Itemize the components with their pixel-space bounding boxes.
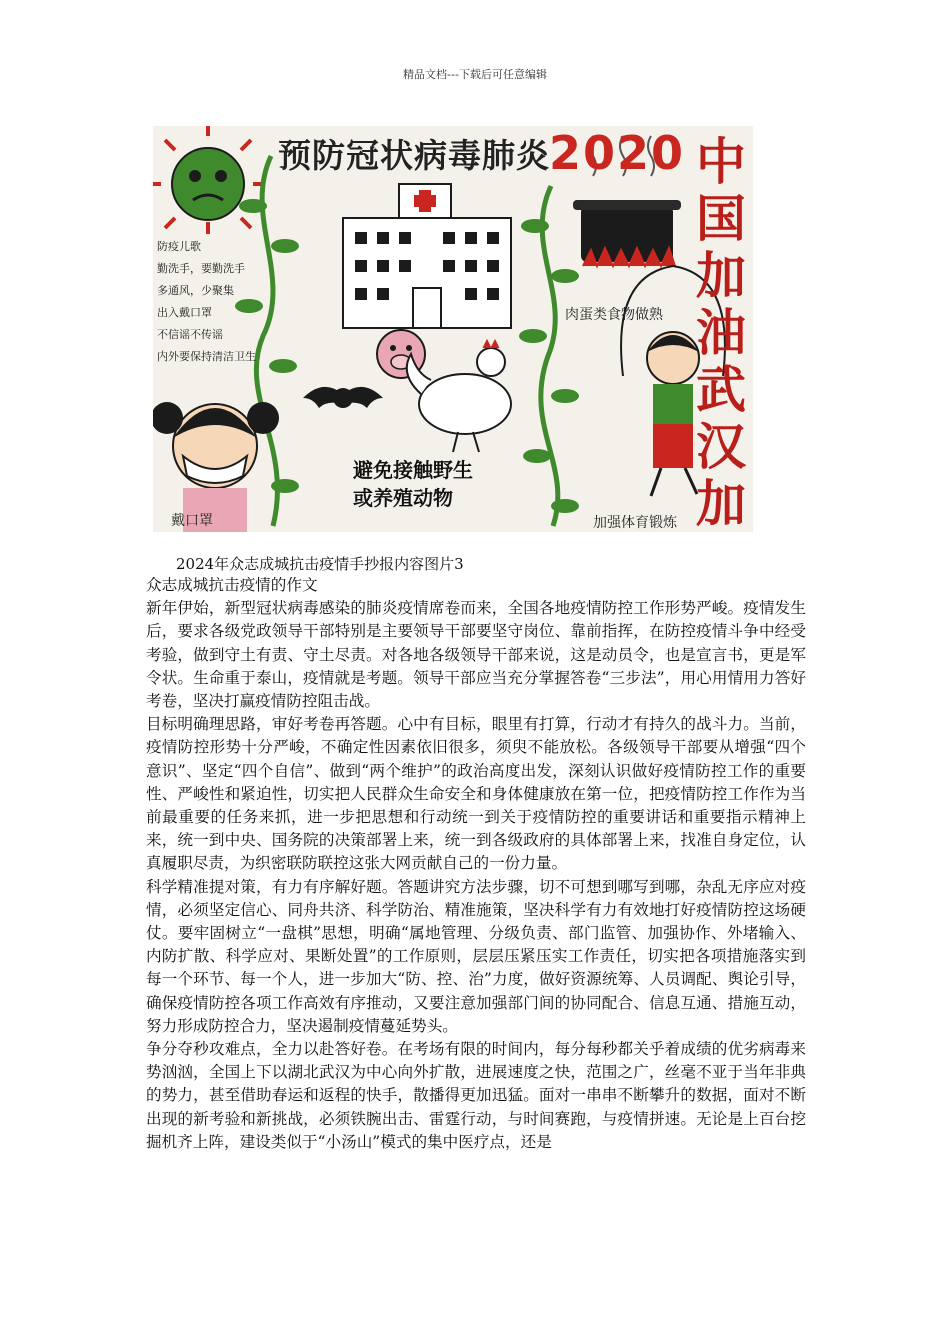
- essay-paragraph: 争分夺秒攻难点，全力以赴答好卷。在考场有限的时间内，每分每秒都关乎着成绩的优劣病毒来势汹汹，全国上下以湖北武汉为中心向外扩散，进展速度之快，范围之广，丝毫不亚于当年非典的势力，甚至借助春运和返程的快手，散播得更加迅猛。面对一串串不断攀升的数据，面对不断出现的新考验和新挑战，必须铁腕出击、雷霆行动，与时间赛跑，与疫情拼速。无论是上百台挖掘机齐上阵，建设类似于“小汤山”模式的集中医疗点，还是: [146, 1040, 806, 1151]
- animal-label-line: 避免接触野生: [353, 458, 473, 482]
- bat-icon: [303, 387, 383, 408]
- poster-animal-label: [353, 456, 473, 512]
- page-header: 精品文档---下载后可任意编辑: [403, 68, 547, 81]
- essay-paragraph: 新年伊始，新型冠状病毒感染的肺炎疫情席卷而来，全国各地疫情防控工作形势严峻。疫情发生后，要求各级党政领导干部特别是主要领导干部要坚守岗位、靠前指挥，在防控疫情斗争中经受考验，做到守土有责、守土尽责。对各地各级领导干部来说，这是动员令，也是宣言书，更是军令状。生命重于泰山，疫情就是考题。领导干部应当充分掌握答卷“三步法”，用心用情用力答好考卷，坚决打赢疫情防控阻击战。: [146, 599, 806, 711]
- poster-title: 预防冠状病毒肺炎: [278, 136, 550, 175]
- rhyme-line: 多通风，少聚集: [157, 284, 234, 297]
- hospital-icon: [343, 184, 511, 328]
- poster-food-label: 肉蛋类食物做熟: [565, 307, 663, 323]
- rhyme-line: 出入戴口罩: [157, 306, 212, 319]
- slogan-char: 武: [696, 361, 746, 419]
- slogan-char: 国: [696, 190, 746, 248]
- slogan-char: 中: [696, 133, 746, 191]
- essay-title: 众志成城抗击疫情的作文: [146, 576, 318, 594]
- slogan-char: 加: [696, 475, 746, 532]
- rhyme-line: 不信谣不传谣: [157, 328, 223, 341]
- essay-paragraph: 科学精准提对策，有力有序解好题。答题讲究方法步骤，切不可想到哪写到哪，杂乱无序应对疫情，必须坚定信心、同舟共济、科学防治、精准施策，坚决科学有力有效地打好疫情防控这场硬仗。要牢固树立“一盘棋”思想，明确“属地管理、分级负责、部门监管、加强协作、外堵输入、内防扩散、科学应对、果断处置”的工作原则，层层压紧压实工作责任，切实把各项措施落实到每一个环节、每一个人，进一步加大“防、控、治”力度，做好资源统筹、人员调配、舆论引导，确保疫情防控各项工作高效有序推动，又要注意加强部门间的协同配合、信息互通、措施互动，努力形成防控合力，坚决遏制疫情蔓延势头。: [146, 877, 806, 1035]
- essay-paragraph: 目标明确理思路，审好考卷再答题。心中有目标，眼里有打算，行动才有持久的战斗力。当前，疫情防控形势十分严峻，不确定性因素依旧很多，须臾不能放松。各级领导干部要从增强“四个意识”、坚定“四个自信”、做到“两个维护”的政治高度出发，深刻认识做好疫情防控工作的重要性、严峻性和紧迫性，切实把人民群众生命安全和身体健康放在第一位，把疫情防控工作作为当前最重要的任务来抓，进一步把思想和行动统一到关于疫情防控的重要讲话和重要指示精神上来，统一到中央、国务院的决策部署上来，统一到各级政府的具体部署上来，找准自身定位，认真履职尽责，为织密联防联控这张大网贡献自己的一份力量。: [146, 715, 806, 873]
- poster-image: [153, 126, 753, 532]
- essay-body: [146, 574, 806, 1154]
- poster-rhyme-list: [153, 236, 273, 368]
- slogan-char: 汉: [696, 418, 746, 476]
- rhyme-line: 勤洗手，要勤洗手: [157, 262, 245, 275]
- poster-mask-label: 戴口罩: [171, 513, 213, 529]
- rhyme-line: 防疫儿歌: [157, 240, 201, 253]
- image-caption: 2024年众志成城抗击疫情手抄报内容图片3: [176, 555, 464, 573]
- poster-year: 2020: [549, 126, 686, 180]
- animal-label-line: 或养殖动物: [353, 486, 453, 510]
- virus-icon: [153, 126, 265, 234]
- poster-exercise-label: 加强体育锻炼: [593, 515, 677, 531]
- slogan-char: 加: [696, 247, 746, 305]
- rhyme-line: 内外要保持清洁卫生: [157, 350, 256, 363]
- poster-vertical-slogan: [691, 134, 751, 532]
- slogan-char: 油: [696, 304, 746, 362]
